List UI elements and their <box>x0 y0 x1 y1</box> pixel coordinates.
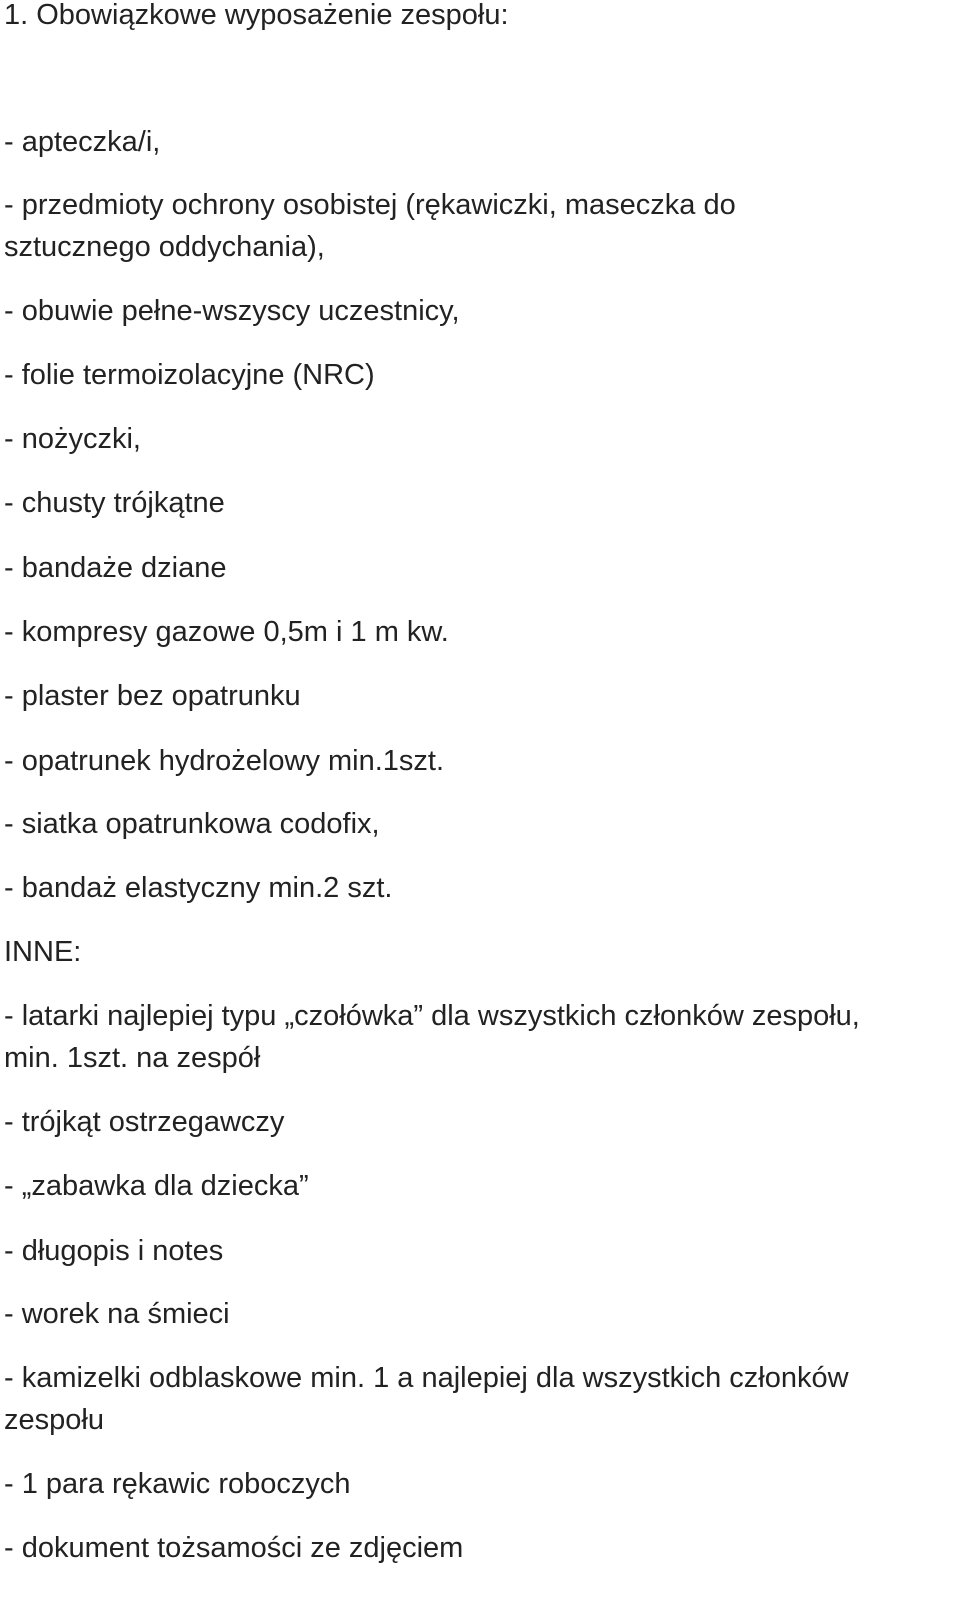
list-item-continuation: zespołu <box>4 1404 104 1436</box>
list-item: - nożyczki, <box>4 423 141 455</box>
list-item: - worek na śmieci <box>4 1298 230 1330</box>
list-item: - 1 para rękawic roboczych <box>4 1468 351 1500</box>
list-item: - plaster bez opatrunku <box>4 680 301 712</box>
section-heading-other: INNE: <box>4 936 82 968</box>
list-item: - chusty trójkątne <box>4 487 225 519</box>
list-item: - kamizelki odblaskowe min. 1 a najlepiej dla wszystkich członków <box>4 1362 849 1394</box>
list-item: - bandaże dziane <box>4 552 227 584</box>
list-item-continuation: min. 1szt. na zespół <box>4 1042 261 1074</box>
list-item: - obuwie pełne-wszyscy uczestnicy, <box>4 295 460 327</box>
list-item: - dokument tożsamości ze zdjęciem <box>4 1532 464 1564</box>
list-item-continuation: sztucznego oddychania), <box>4 231 325 263</box>
list-item: - latarki najlepiej typu „czołówka” dla wszystkich członków zespołu, <box>4 1000 860 1032</box>
document-heading: 1. Obowiązkowe wyposażenie zespołu: <box>4 0 509 31</box>
list-item: - przedmioty ochrony osobistej (rękawiczki, maseczka do <box>4 189 736 221</box>
list-item: - „zabawka dla dziecka” <box>4 1170 309 1202</box>
list-item: - opatrunek hydrożelowy min.1szt. <box>4 745 445 777</box>
list-item: - bandaż elastyczny min.2 szt. <box>4 872 393 904</box>
list-item: - kompresy gazowe 0,5m i 1 m kw. <box>4 616 449 648</box>
list-item: - apteczka/i, <box>4 126 161 158</box>
list-item: - trójkąt ostrzegawczy <box>4 1106 285 1138</box>
list-item: - folie termoizolacyjne (NRC) <box>4 359 375 391</box>
list-item: - długopis i notes <box>4 1235 224 1267</box>
list-item: - siatka opatrunkowa codofix, <box>4 808 380 840</box>
